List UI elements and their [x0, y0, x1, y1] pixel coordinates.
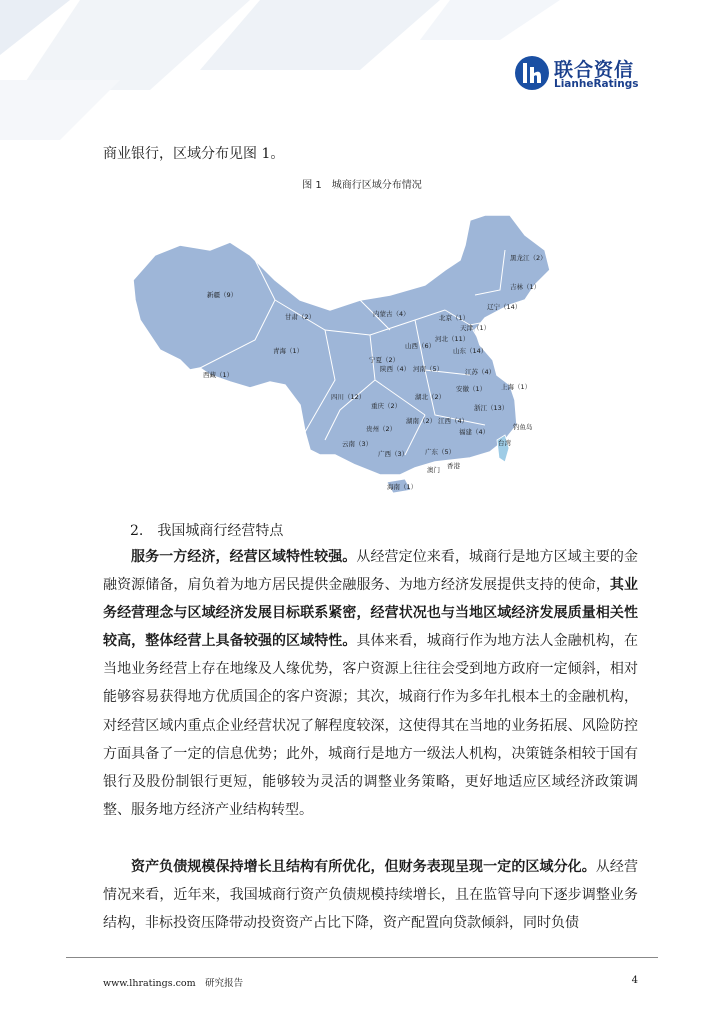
region-label: 四川（12）	[331, 393, 366, 401]
region-label: 上海（1）	[501, 383, 532, 391]
para1-text-detail: 具体来看，城商行作为地方法人金融机构，在当地业务经营上存在地缘及人缘优势，客户资源上往往会受到地方政府一定倾斜，相对能够容易获得地方优质国企的客户资源；其次，城商行作为多年扎根本土的金融机构，对经营区域内重点企业经营状况了解程度较深，这使得其在当地的业务拓展、风险防控方面具备了一定的信息优势；此外，城商行是地方一级法人机构，决策链条相较于国有银行及股份制银行更短，能够较为灵活的调整业务策略，更好地适应区域经济政策调整、服务地方经济产业结构转型。	[103, 633, 639, 818]
company-logo	[514, 55, 654, 93]
paragraph-2	[103, 853, 638, 937]
region-label: 广东（5）	[425, 448, 456, 456]
region-label: 福建（4）	[459, 428, 490, 436]
region-label: 澳门	[427, 466, 440, 474]
intro-line: 商业银行，区域分布见图 1。	[103, 146, 285, 162]
logo-english-name: LianheRatings	[554, 78, 639, 90]
region-label: 香港	[447, 462, 460, 470]
region-label: 宁夏（2）	[369, 356, 400, 364]
region-label: 台湾	[498, 439, 511, 447]
para1-text: 从经营定位来看，城商行是地方区域主要的金融资源储备，肩负着为地方居民提供金融服务、为地方经济发展提供支持的使命，	[103, 549, 639, 594]
region-label: 内蒙古（4）	[373, 310, 410, 318]
region-label: 新疆（9）	[207, 291, 238, 299]
region-label: 河南（5）	[413, 365, 444, 373]
region-label: 钓鱼岛	[513, 423, 533, 431]
region-label: 河北（11）	[435, 335, 470, 343]
footer-website: www.lhratings.com 研究报告	[103, 978, 244, 989]
region-label: 重庆（2）	[371, 402, 402, 410]
region-label: 云南（3）	[342, 440, 373, 448]
region-label: 广西（3）	[378, 450, 409, 458]
region-label: 安徽（1）	[456, 385, 487, 393]
para1-bold-lead: 服务一方经济，经营区域特性较强。	[131, 549, 357, 565]
region-label: 江苏（4）	[465, 368, 496, 376]
region-label: 湖南（2）	[406, 417, 437, 425]
page-number: 4	[631, 975, 638, 986]
region-label: 江西（4）	[438, 417, 469, 425]
region-label: 黑龙江（2）	[510, 254, 547, 262]
region-label: 浙江（13）	[474, 404, 509, 412]
region-label: 湖北（2）	[415, 393, 446, 401]
region-label: 山东（14）	[453, 347, 488, 355]
region-label: 北京（1）	[439, 314, 470, 322]
section-heading: 2. 我国城商行经营特点	[130, 523, 284, 539]
figure-caption: 图 1 城商行区域分布情况	[302, 180, 422, 191]
lianhe-logo-icon	[514, 55, 550, 91]
paragraph-1	[103, 543, 638, 824]
logo-chinese-name: 联合资信	[554, 59, 635, 81]
region-label: 海南（1）	[387, 483, 418, 491]
para2-text: 从经营情况来看，近年来，我国城商行资产负债规模持续增长，且在监管导向下逐步调整业务结构，非标投资压降带动投资资产占比下降，资产配置向贷款倾斜，同时负债	[103, 859, 638, 932]
region-label: 辽宁（14）	[487, 303, 522, 311]
footer-divider	[66, 957, 658, 958]
region-label: 吉林（1）	[510, 283, 541, 291]
region-label: 贵州（2）	[366, 425, 397, 433]
region-label: 西藏（1）	[203, 371, 234, 379]
china-region-map	[125, 200, 575, 500]
region-label: 陕西（4）	[380, 365, 411, 373]
region-label: 青海（1）	[273, 347, 304, 355]
para2-bold-lead: 资产负债规模保持增长且结构有所优化，但财务表现呈现一定的区域分化。	[131, 859, 596, 875]
para1-bold-middle: 其业务经营理念与区域经济发展目标联系紧密，经营状况也与当地区域经济发展质量相关性较高，整体经营上具备较强的区域特性。	[103, 577, 639, 650]
mainland-china-shape	[133, 215, 550, 475]
region-label: 甘肃（2）	[285, 313, 316, 321]
region-label: 天津（1）	[460, 324, 491, 332]
region-label: 山西（6）	[405, 342, 436, 350]
